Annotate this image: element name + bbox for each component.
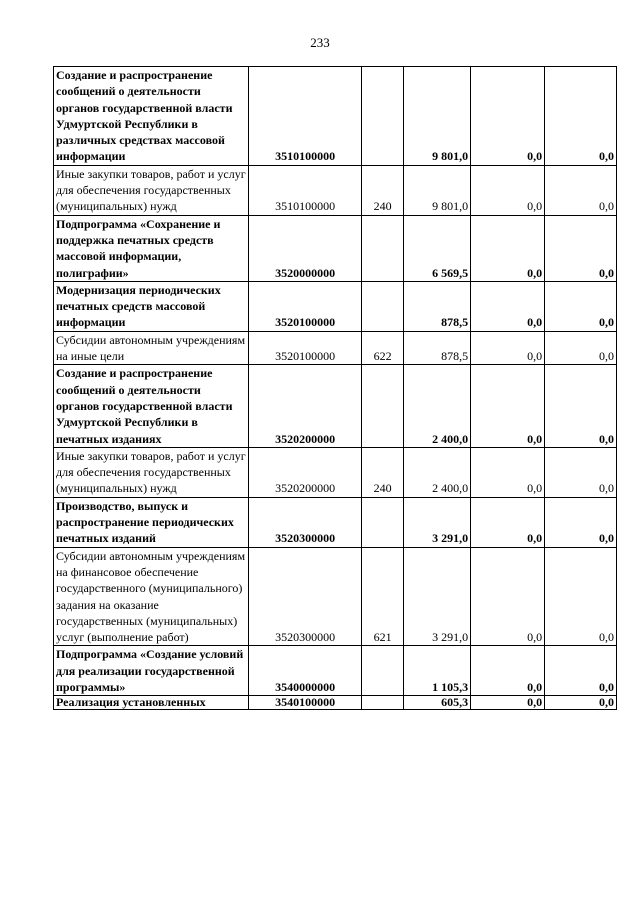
row-value-1-cell: 605,3 bbox=[404, 696, 471, 710]
row-value-1-cell: 2 400,0 bbox=[404, 365, 471, 447]
row-value-1-cell: 878,5 bbox=[404, 331, 471, 365]
row-value-2-cell: 0,0 bbox=[471, 547, 545, 646]
table-row bbox=[54, 281, 617, 331]
row-value-2-cell: 0,0 bbox=[471, 696, 545, 710]
table-row bbox=[54, 67, 617, 166]
table-row bbox=[54, 646, 617, 696]
row-code-cell: 3510100000 bbox=[249, 67, 361, 166]
row-name-cell: Создание и распространение сообщений о деятельности органов государственной власти Удмуртской Республики в печатных изданиях bbox=[54, 365, 249, 447]
row-value-3-cell: 0,0 bbox=[545, 696, 617, 710]
row-value-1-cell: 6 569,5 bbox=[404, 215, 471, 281]
row-code-cell: 3520000000 bbox=[249, 215, 361, 281]
row-name-cell: Модернизация периодических печатных средств массовой информации bbox=[54, 281, 249, 331]
row-value-3-cell: 0,0 bbox=[545, 331, 617, 365]
row-value-2-cell: 0,0 bbox=[471, 447, 545, 497]
row-code-cell: 3510100000 bbox=[249, 165, 361, 215]
row-value-2-cell: 0,0 bbox=[471, 165, 545, 215]
row-value-2-cell: 0,0 bbox=[471, 365, 545, 447]
row-value-3-cell: 0,0 bbox=[545, 497, 617, 547]
row-value-1-cell: 2 400,0 bbox=[404, 447, 471, 497]
budget-table bbox=[53, 66, 617, 710]
page-number: 233 bbox=[310, 35, 330, 50]
row-value-3-cell: 0,0 bbox=[545, 165, 617, 215]
row-value-3-cell: 0,0 bbox=[545, 547, 617, 646]
row-type-cell: 621 bbox=[361, 547, 404, 646]
table-row bbox=[54, 696, 617, 710]
budget-table-body bbox=[54, 67, 617, 710]
row-code-cell: 3520300000 bbox=[249, 497, 361, 547]
row-type-cell bbox=[361, 497, 404, 547]
table-row bbox=[54, 331, 617, 365]
row-type-cell bbox=[361, 696, 404, 710]
row-value-2-cell: 0,0 bbox=[471, 67, 545, 166]
row-code-cell: 3540000000 bbox=[249, 646, 361, 696]
row-value-3-cell: 0,0 bbox=[545, 365, 617, 447]
table-row bbox=[54, 365, 617, 447]
row-value-2-cell: 0,0 bbox=[471, 281, 545, 331]
row-code-cell: 3520100000 bbox=[249, 281, 361, 331]
row-value-1-cell: 9 801,0 bbox=[404, 67, 471, 166]
row-name-cell: Подпрограмма «Сохранение и поддержка печатных средств массовой информации, полиграфии» bbox=[54, 215, 249, 281]
row-code-cell: 3520200000 bbox=[249, 447, 361, 497]
row-value-3-cell: 0,0 bbox=[545, 646, 617, 696]
row-name-cell: Производство, выпуск и распространение периодических печатных изданий bbox=[54, 497, 249, 547]
row-value-1-cell: 3 291,0 bbox=[404, 497, 471, 547]
row-code-cell: 3520200000 bbox=[249, 365, 361, 447]
row-name-cell: Иные закупки товаров, работ и услуг для обеспечения государственных (муниципальных) нужд bbox=[54, 165, 249, 215]
row-type-cell: 240 bbox=[361, 165, 404, 215]
table-row bbox=[54, 497, 617, 547]
row-value-2-cell: 0,0 bbox=[471, 646, 545, 696]
row-type-cell bbox=[361, 646, 404, 696]
row-name-cell: Субсидии автономным учреждениям на финансовое обеспечение государственного (муниципального) задания на оказание государственных (муниципальных) услуг (выполнение работ) bbox=[54, 547, 249, 646]
table-row bbox=[54, 215, 617, 281]
row-type-cell bbox=[361, 365, 404, 447]
table-row bbox=[54, 447, 617, 497]
row-type-cell: 240 bbox=[361, 447, 404, 497]
row-value-2-cell: 0,0 bbox=[471, 497, 545, 547]
row-name-cell: Иные закупки товаров, работ и услуг для обеспечения государственных (муниципальных) нужд bbox=[54, 447, 249, 497]
row-name-cell: Реализация установленных bbox=[54, 696, 249, 710]
row-name-cell: Субсидии автономным учреждениям на иные цели bbox=[54, 331, 249, 365]
row-value-3-cell: 0,0 bbox=[545, 67, 617, 166]
row-code-cell: 3540100000 bbox=[249, 696, 361, 710]
row-type-cell bbox=[361, 281, 404, 331]
row-value-1-cell: 9 801,0 bbox=[404, 165, 471, 215]
row-name-cell: Создание и распространение сообщений о деятельности органов государственной власти Удмуртской Республики в различных средствах массовой информации bbox=[54, 67, 249, 166]
row-value-1-cell: 3 291,0 bbox=[404, 547, 471, 646]
row-value-1-cell: 878,5 bbox=[404, 281, 471, 331]
row-code-cell: 3520100000 bbox=[249, 331, 361, 365]
row-name-cell: Подпрограмма «Создание условий для реализации государственной программы» bbox=[54, 646, 249, 696]
row-type-cell: 622 bbox=[361, 331, 404, 365]
row-value-3-cell: 0,0 bbox=[545, 447, 617, 497]
row-value-2-cell: 0,0 bbox=[471, 215, 545, 281]
row-value-1-cell: 1 105,3 bbox=[404, 646, 471, 696]
row-code-cell: 3520300000 bbox=[249, 547, 361, 646]
row-type-cell bbox=[361, 67, 404, 166]
table-row bbox=[54, 547, 617, 646]
row-value-2-cell: 0,0 bbox=[471, 331, 545, 365]
row-type-cell bbox=[361, 215, 404, 281]
row-value-3-cell: 0,0 bbox=[545, 281, 617, 331]
row-value-3-cell: 0,0 bbox=[545, 215, 617, 281]
table-row bbox=[54, 165, 617, 215]
